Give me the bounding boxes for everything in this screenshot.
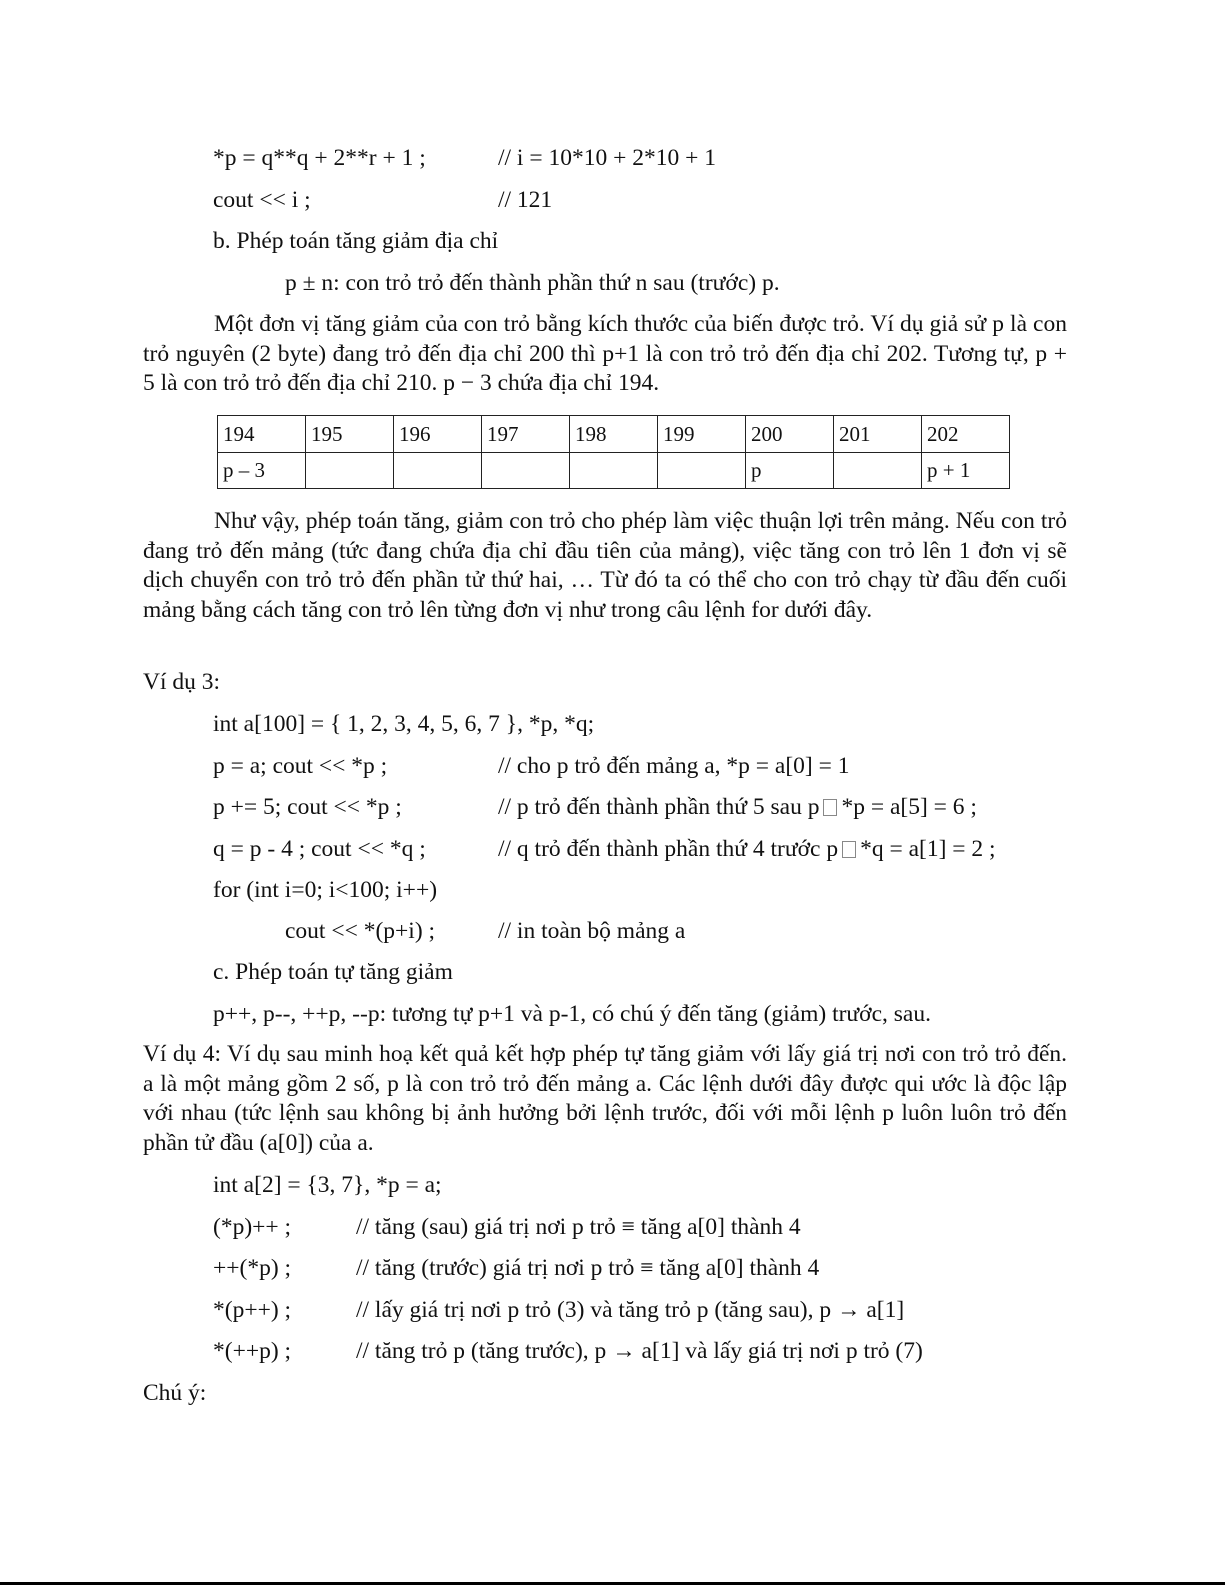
example-4-comment-1: // tăng (sau) giá trị nơi p trỏ ≡ tăng a[0] thành 4: [356, 1214, 801, 1240]
section-b-formula: p ± n: con trỏ trỏ đến thành phần thứ n sau (trước) p.: [285, 270, 780, 296]
missing-glyph-icon: [823, 799, 837, 816]
pointer-cell: [658, 452, 746, 489]
code-line-1: *p = q**q + 2**r + 1 ;: [213, 145, 426, 171]
code-comment-2: // 121: [498, 187, 553, 213]
example-3-code-3: q = p - 4 ; cout << *q ;: [213, 836, 426, 862]
section-c-text: p++, p--, ++p, --p: tương tự p+1 và p-1, có chú ý đến tăng (giảm) trước, sau.: [213, 1001, 931, 1027]
section-c-heading: c. Phép toán tự tăng giảm: [213, 959, 453, 985]
pointer-cell: p – 3: [218, 452, 306, 489]
example-4-comment-2: // tăng (trước) giá trị nơi p trỏ ≡ tăng a[0] thành 4: [356, 1255, 820, 1281]
example-3-label: Ví dụ 3:: [143, 669, 221, 695]
paragraph-example-4: Ví dụ 4: Ví dụ sau minh hoạ kết quả kết hợp phép tự tăng giảm với lấy giá trị nơi con trỏ trỏ đến. a là một mảng gồm 2 số, p là con trỏ trỏ đến mảng a. Các lệnh dưới đây được qui ước là độc lập với nhau (tức lệnh sau không bị ảnh hưởng bởi lệnh trước, đối với mỗi lệnh p luôn luôn trỏ đến phần tử đầu (a[0]) của a.: [143, 1041, 1067, 1156]
code-comment-1: // i = 10*10 + 2*10 + 1: [498, 145, 716, 171]
address-cell: 199: [658, 416, 746, 453]
example-4-comment-4: // tăng trỏ p (tăng trước), p → a[1] và lấy giá trị nơi p trỏ (7): [356, 1338, 923, 1364]
address-cell: 195: [306, 416, 394, 453]
example-4-code-1: (*p)++ ;: [213, 1214, 292, 1240]
address-cell: 197: [482, 416, 570, 453]
address-row: [218, 416, 1010, 453]
pointer-row: [218, 452, 1010, 489]
address-cell: 194: [218, 416, 306, 453]
address-cell: 201: [834, 416, 922, 453]
example-3-code-2: p += 5; cout << *p ;: [213, 794, 402, 820]
example-4-comment-3: // lấy giá trị nơi p trỏ (3) và tăng trỏ p (tăng sau), p → a[1]: [356, 1297, 905, 1323]
address-cell: 198: [570, 416, 658, 453]
address-cell: 202: [922, 416, 1010, 453]
example-3-declaration: int a[100] = { 1, 2, 3, 4, 5, 6, 7 }, *p, *q;: [213, 711, 595, 737]
note-label: Chú ý:: [143, 1380, 207, 1406]
address-cell: 200: [746, 416, 834, 453]
example-4-code-2: ++(*p) ;: [213, 1255, 292, 1281]
pointer-cell: [394, 452, 482, 489]
pointer-cell: [306, 452, 394, 489]
missing-glyph-icon: [842, 841, 856, 858]
pointer-cell: [570, 452, 658, 489]
example-3-for-comment: // in toàn bộ mảng a: [498, 918, 686, 944]
example-4-code-3: *(p++) ;: [213, 1297, 292, 1323]
paragraph-pointer-size: Một đơn vị tăng giảm của con trỏ bằng kích thước của biến được trỏ. Ví dụ giả sử p là con trỏ nguyên (2 byte) đang trỏ đến địa chỉ 200 thì p+1 là con trỏ trỏ đến địa chỉ 202. Tương tự, p + 5 là con trỏ trỏ đến địa chỉ 210. p − 3 chứa địa chỉ 194.: [143, 311, 1067, 396]
memory-address-table: [217, 415, 1010, 489]
pointer-cell: [834, 452, 922, 489]
pointer-cell: p + 1: [922, 452, 1010, 489]
paragraph-array-traversal: Như vậy, phép toán tăng, giảm con trỏ cho phép làm việc thuận lợi trên mảng. Nếu con trỏ đang trỏ đến mảng (tức đang chứa địa chỉ đầu tiên của mảng), việc tăng con trỏ lên 1 đơn vị sẽ dịch chuyển con trỏ trỏ đến phần tử thứ hai, … Từ đó ta có thể cho con trỏ chạy từ đầu đến cuối mảng bằng cách tăng con trỏ lên từng đơn vị như trong câu lệnh for dưới đây.: [143, 508, 1067, 623]
example-3-for-line: for (int i=0; i<100; i++): [213, 877, 438, 903]
pointer-cell: p: [746, 452, 834, 489]
pointer-cell: [482, 452, 570, 489]
example-4-declaration: int a[2] = {3, 7}, *p = a;: [213, 1172, 442, 1198]
section-b-heading: b. Phép toán tăng giảm địa chỉ: [213, 228, 499, 254]
example-3-comment-1: // cho p trỏ đến mảng a, *p = a[0] = 1: [498, 753, 850, 779]
example-3-code-1: p = a; cout << *p ;: [213, 753, 388, 779]
example-3-for-body: cout << *(p+i) ;: [285, 918, 436, 944]
example-3-comment-2: // p trỏ đến thành phần thứ 5 sau p *p = a[5] = 6 ;: [498, 794, 977, 820]
address-cell: 196: [394, 416, 482, 453]
code-line-2: cout << i ;: [213, 187, 311, 213]
example-4-code-4: *(++p) ;: [213, 1338, 292, 1364]
example-3-comment-3: // q trỏ đến thành phần thứ 4 trước p *q = a[1] = 2 ;: [498, 836, 996, 862]
